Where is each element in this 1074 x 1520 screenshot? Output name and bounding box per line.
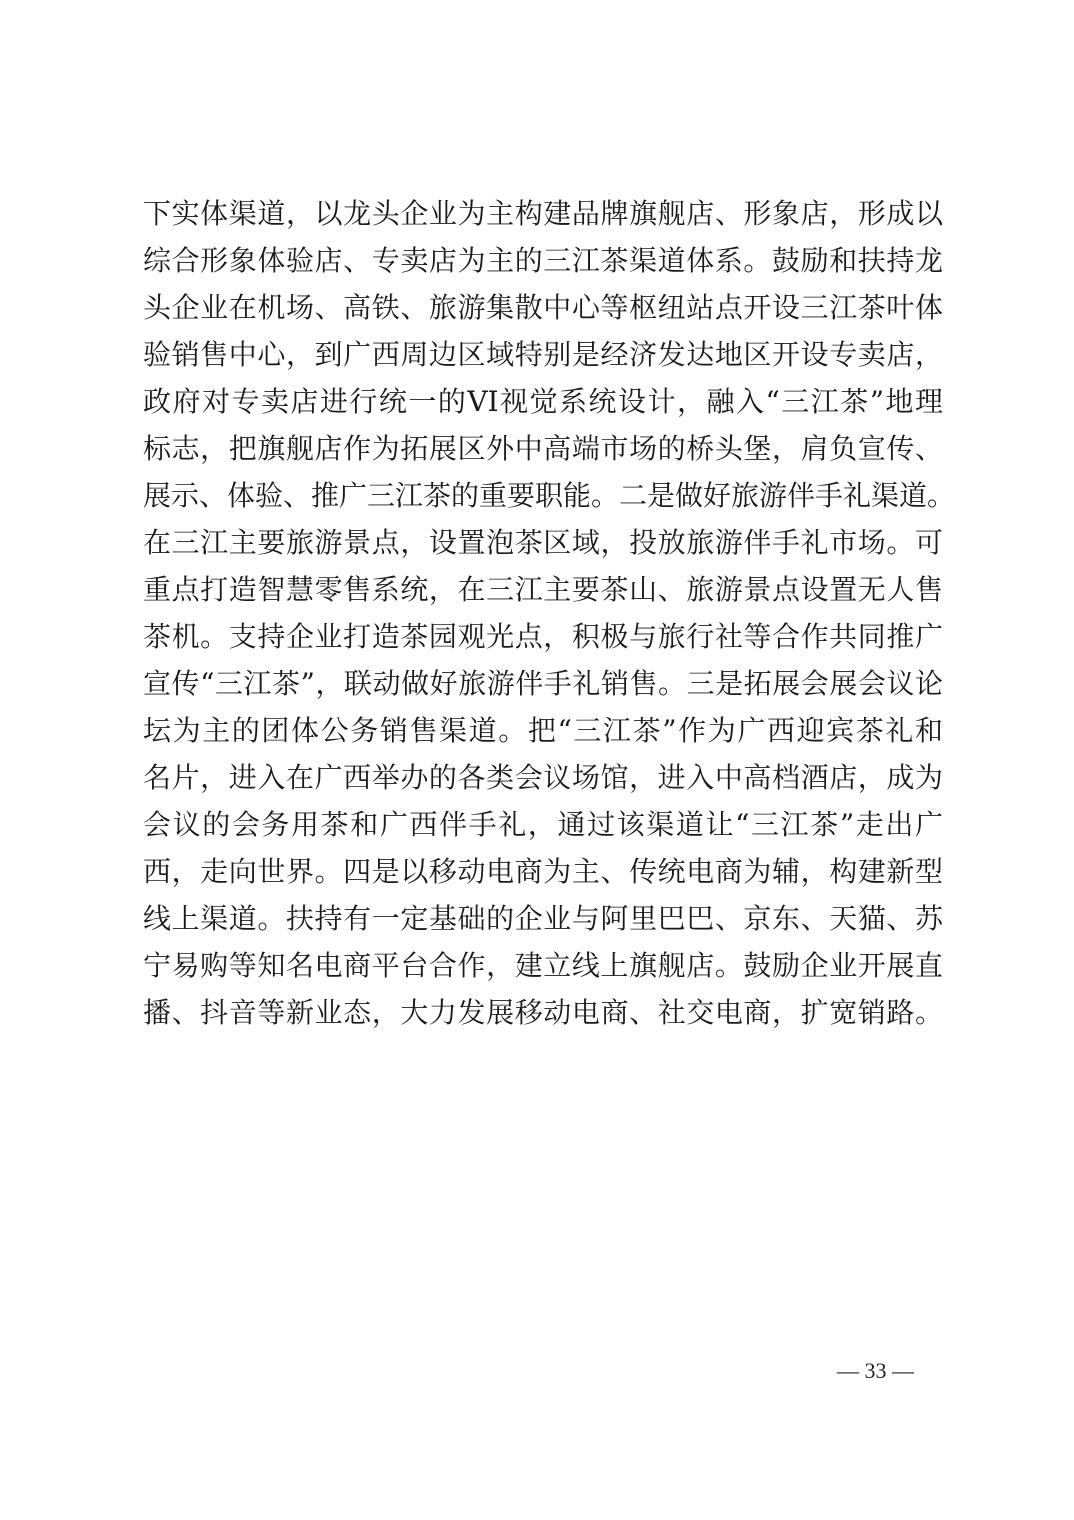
- text-line: 综合形象体验店、专卖店为主的三江茶渠道体系。鼓励和扶持龙: [143, 244, 943, 277]
- text-line: 会议的会务用茶和广西伴手礼，通过该渠道让“三江茶”走出广: [143, 808, 943, 841]
- text-line: 验销售中心，到广西周边区域特别是经济发达地区开设专卖店，: [143, 338, 943, 371]
- body-paragraph: [143, 190, 956, 1036]
- text-line: 在三江主要旅游景点，设置泡茶区域，投放旅游伴手礼市场。可: [143, 526, 943, 559]
- text-line: 宁易购等知名电商平台合作，建立线上旗舰店。鼓励企业开展直: [143, 949, 943, 982]
- text-line: 标志，把旗舰店作为拓展区外中高端市场的桥头堡，肩负宣传、: [143, 432, 943, 465]
- text-line: 西，走向世界。四是以移动电商为主、传统电商为辅，构建新型: [143, 855, 943, 888]
- text-line: 重点打造智慧零售系统，在三江主要茶山、旅游景点设置无人售: [143, 573, 943, 606]
- text-line: 展示、体验、推广三江茶的重要职能。二是做好旅游伴手礼渠道。: [143, 479, 956, 512]
- text-line: 宣传“三江茶”，联动做好旅游伴手礼销售。三是拓展会展会议论: [143, 667, 943, 700]
- text-line: 播、抖音等新业态，大力发展移动电商、社交电商，扩宽销路。: [143, 996, 943, 1029]
- text-line: 政府对专卖店进行统一的VI视觉系统设计，融入“三江茶”地理: [143, 385, 943, 418]
- text-line: 茶机。支持企业打造茶园观光点，积极与旅行社等合作共同推广: [143, 620, 943, 653]
- text-line: 头企业在机场、高铁、旅游集散中心等枢纽站点开设三江茶叶体: [143, 291, 943, 324]
- text-line: 坛为主的团体公务销售渠道。把“三江茶”作为广西迎宾茶礼和: [143, 714, 943, 747]
- page-number: — 33 —: [837, 1358, 914, 1383]
- text-line: 名片，进入在广西举办的各类会议场馆，进入中高档酒店，成为: [143, 761, 943, 794]
- text-line: 线上渠道。扶持有一定基础的企业与阿里巴巴、京东、天猫、苏: [143, 902, 943, 935]
- text-line: 下实体渠道，以龙头企业为主构建品牌旗舰店、形象店，形成以: [143, 197, 943, 230]
